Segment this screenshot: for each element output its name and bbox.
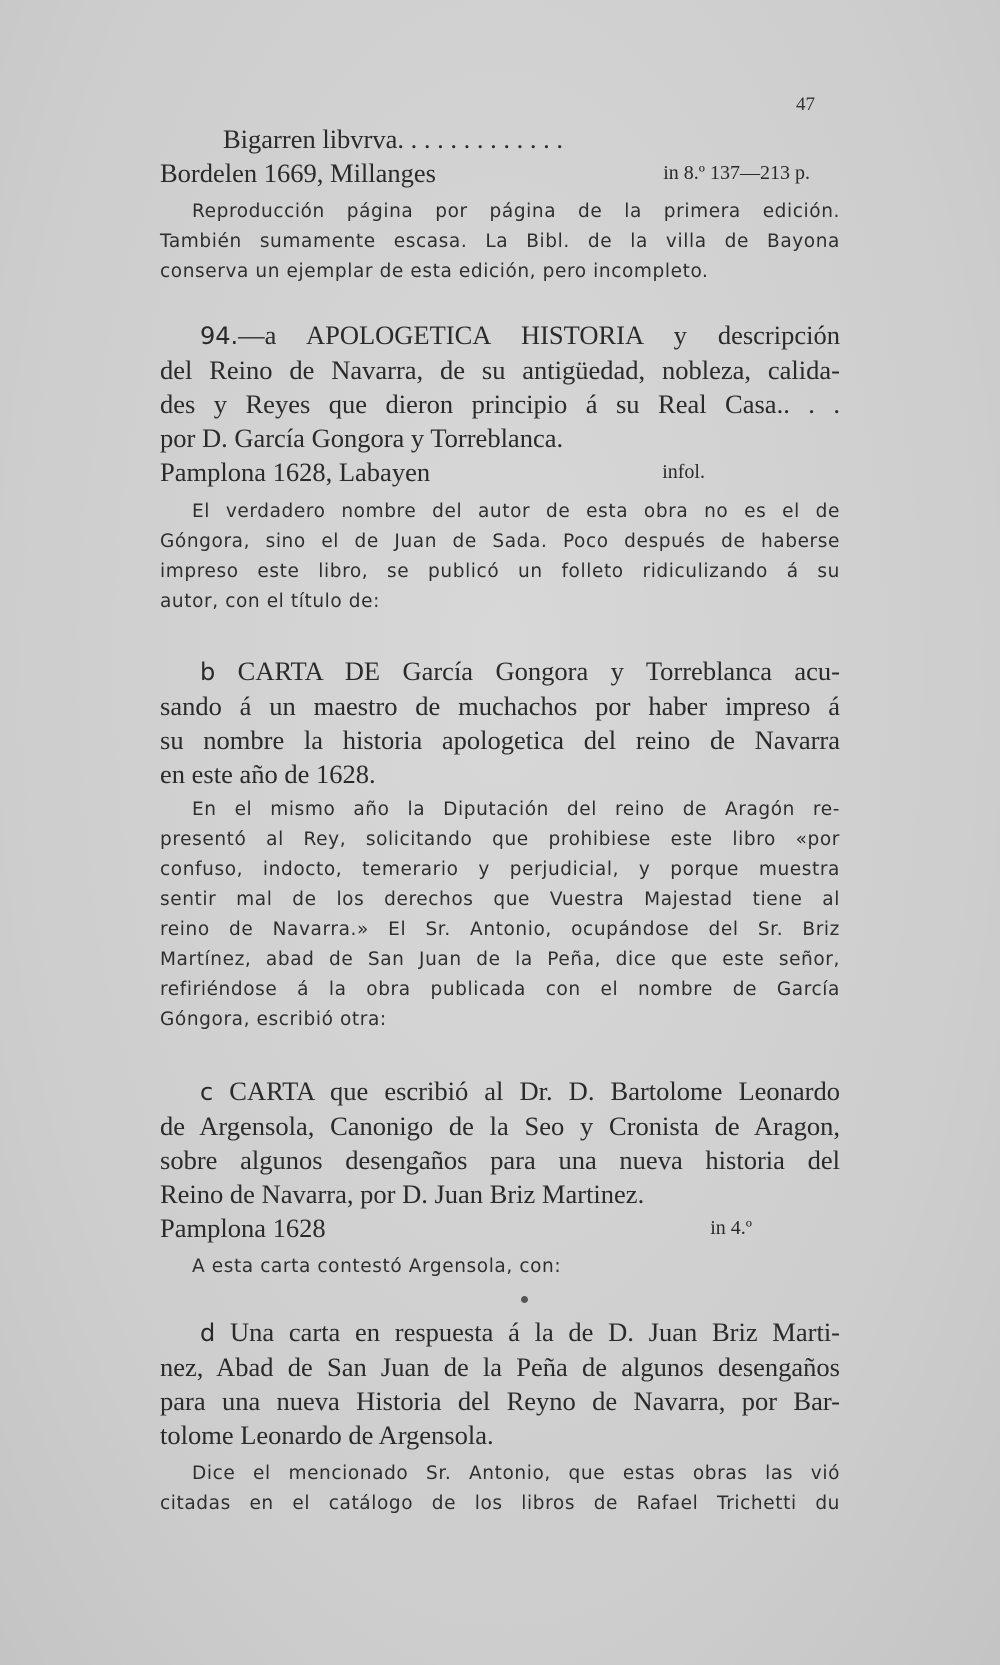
- entry-number: 94.: [200, 322, 239, 350]
- entry-title-line: su nombre la historia apologetica del reino de Navarra: [160, 725, 840, 755]
- entry-title-line: [160, 1074, 840, 1109]
- entry-title-line: de Argensola, Canonigo de la Seo y Cronista de Aragon,: [160, 1111, 840, 1141]
- note-line: Martínez, abad de San Juan de la Peña, dice que este señor,: [160, 949, 840, 970]
- entry-title-line: para una nueva Historia del Reyno de Navarra, por Bar-: [160, 1386, 840, 1416]
- page-number: 47: [796, 94, 815, 115]
- entry-imprint-row: [160, 1211, 840, 1245]
- imprint: Pamplona 1628, Labayen: [160, 457, 431, 487]
- entry-letter: —a: [238, 320, 277, 350]
- entry-title-line: des y Reyes que dieron principio á su Real Casa.. . .: [160, 389, 840, 419]
- note-line: En el mismo año la Diputación del reino de Aragón re-: [192, 799, 840, 820]
- entry-b-note: [160, 795, 840, 1035]
- format: infol.: [662, 461, 705, 483]
- entry-title-line: por D. García Gongora y Torreblanca.: [160, 423, 564, 453]
- entry-c-note: [160, 1252, 840, 1282]
- entry-imprint-row: [160, 455, 840, 489]
- note-line: Reproducción página por página de la primera edición.: [192, 201, 840, 222]
- note-line: conserva un ejemplar de esta edición, pero incompleto.: [160, 261, 709, 282]
- imprint: Bordelen 1669, Millanges: [160, 158, 436, 188]
- note-line: Góngora, sino el de Juan de Sada. Poco después de haberse: [160, 531, 840, 552]
- format: in 8.º 137—213 p.: [663, 162, 810, 184]
- note-line: sentir mal de los derechos que Vuestra Majestad tiene al: [160, 889, 840, 910]
- note-line: impreso este libro, se publicó un folleto ridiculizando á su: [160, 561, 840, 582]
- entry-imprint-row: [160, 156, 840, 190]
- note-line: autor, con el título de:: [160, 591, 380, 612]
- entry-title-text: Una carta en respuesta á la de D. Juan Briz Marti-: [229, 1317, 841, 1347]
- entry-title-line: [160, 654, 840, 689]
- entry-top: [160, 122, 840, 190]
- entry-title: Bigarren libvrva. . . . . . . . . . . . .: [223, 124, 564, 154]
- entry-94-note: [160, 497, 840, 617]
- note-line: reino de Navarra.» El Sr. Antonio, ocupándose del Sr. Briz: [160, 919, 840, 940]
- imprint: Pamplona 1628: [160, 1213, 326, 1243]
- entry-letter: c: [200, 1078, 214, 1106]
- note-line: citadas en el catálogo de los libros de Rafael Trichetti du: [160, 1493, 840, 1514]
- entry-title-text: CARTA que escribió al Dr. D. Bartolome Leonardo: [229, 1076, 840, 1106]
- entry-94: [160, 318, 840, 489]
- entry-d: [160, 1315, 840, 1452]
- entry-title-line: tolome Leonardo de Argensola.: [160, 1420, 494, 1450]
- entry-letter: b: [200, 658, 216, 686]
- entry-c: [160, 1074, 840, 1245]
- entry-title-line: nez, Abad de San Juan de la Peña de algunos desengaños: [160, 1352, 840, 1382]
- entry-b: [160, 654, 840, 791]
- entry-title-line: [160, 318, 840, 353]
- entry-title-text: APOLOGETICA HISTORIA y descripción: [305, 320, 840, 350]
- entry-title-line: del Reino de Navarra, de su antigüedad, nobleza, calida-: [160, 355, 840, 385]
- note-line: refiriéndose á la obra publicada con el nombre de García: [160, 979, 840, 1000]
- note-line: El verdadero nombre del autor de esta obra no es el de: [192, 501, 840, 522]
- note-line: confuso, indocto, temerario y perjudicial, y porque muestra: [160, 859, 840, 880]
- note-line: A esta carta contestó Argensola, con:: [192, 1256, 562, 1277]
- entry-title-line: sobre algunos desengaños para una nueva historia del: [160, 1145, 840, 1175]
- entry-title-line: sando á un maestro de muchachos por haber impreso á: [160, 691, 840, 721]
- entry-letter: d: [200, 1319, 216, 1347]
- printer-mark: [521, 1296, 528, 1303]
- note-line: Góngora, escribió otra:: [160, 1009, 387, 1030]
- format: in 4.º: [710, 1217, 752, 1239]
- note-line: Dice el mencionado Sr. Antonio, que estas obras las vió: [192, 1463, 840, 1484]
- entry-title-line: en este año de 1628.: [160, 759, 376, 789]
- entry-title-line: [160, 1315, 840, 1350]
- note-line: presentó al Rey, solicitando que prohibiese este libro «por: [160, 829, 840, 850]
- note-line: También sumamente escasa. La Bibl. de la villa de Bayona: [160, 231, 840, 252]
- entry-title-line: Reino de Navarra, por D. Juan Briz Martinez.: [160, 1179, 645, 1209]
- entry-top-note: [160, 197, 840, 287]
- entry-title-text: CARTA DE García Gongora y Torreblanca acu-: [237, 656, 840, 686]
- entry-d-note: [160, 1459, 840, 1519]
